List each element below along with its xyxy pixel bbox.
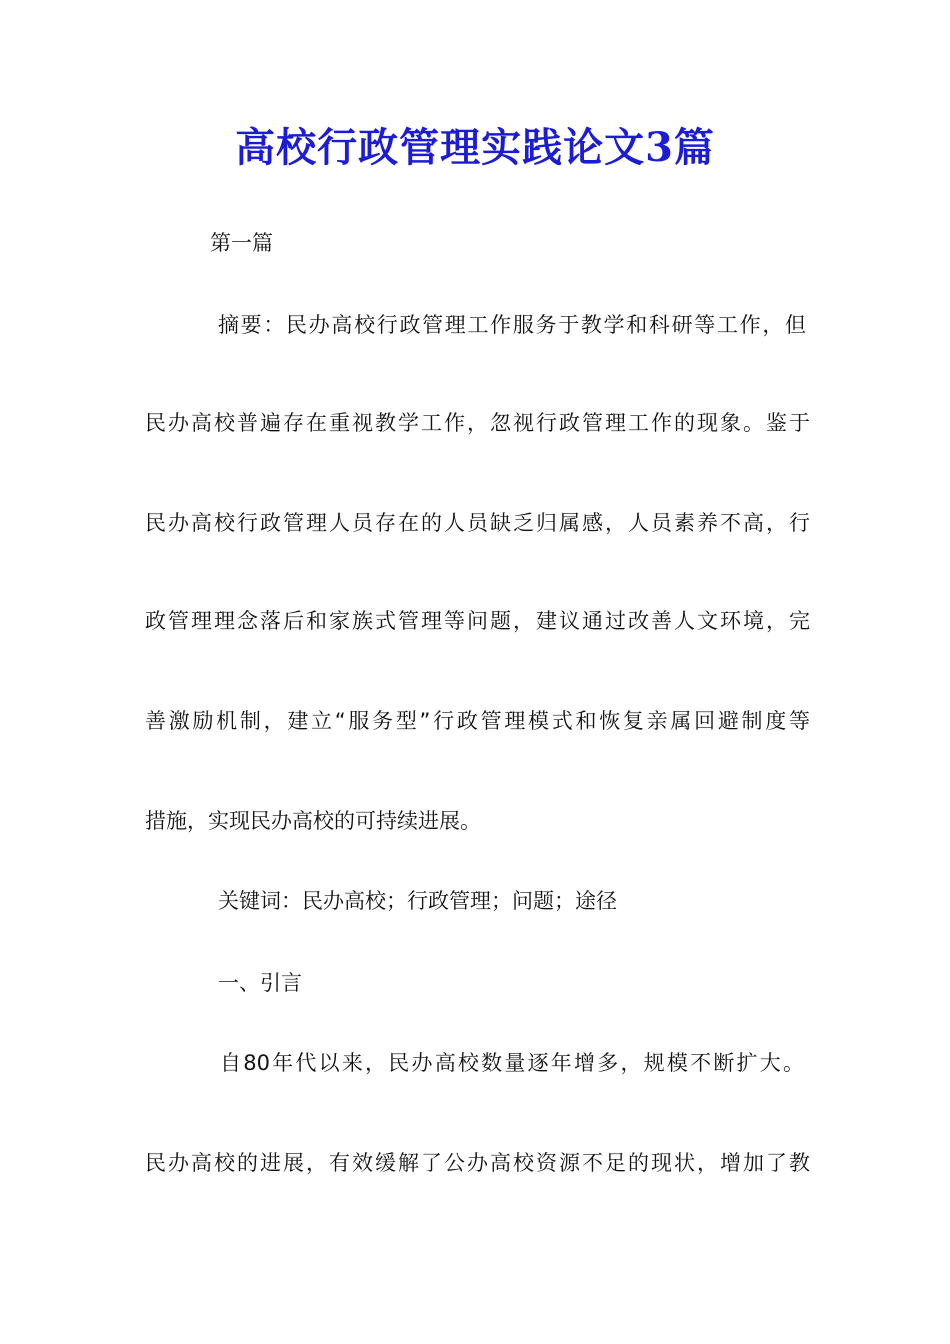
abstract-line-6: 措施，实现民办高校的可持续进展。 — [145, 809, 481, 833]
abstract-line-3: 民办高校行政管理人员存在的人员缺乏归属感，人员素养不高，行 — [145, 511, 810, 535]
abstract-line-4: 政管理理念落后和家族式管理等问题，建议通过改善人文环境，完 — [145, 609, 810, 633]
section-heading-intro: 一、引言 — [218, 971, 302, 995]
abstract-line-2: 民办高校普遍存在重视教学工作，忽视行政管理工作的现象。鉴于 — [145, 411, 810, 435]
document-title: 高校行政管理实践论文3篇 — [235, 124, 715, 171]
intro-line-2: 民办高校的进展，有效缓解了公办高校资源不足的现状，增加了教 — [145, 1151, 810, 1175]
keywords-line: 关键词：民办高校；行政管理；问题；途径 — [218, 889, 617, 913]
abstract-line-1: 摘要：民办高校行政管理工作服务于教学和科研等工作，但 — [218, 313, 806, 337]
abstract-line-5: 善激励机制，建立“服务型”行政管理模式和恢复亲属回避制度等 — [145, 709, 810, 733]
intro-line-1: 自80年代以来，民办高校数量逐年增多，规模不断扩大。 — [220, 1051, 804, 1075]
section-label: 第一篇 — [210, 231, 273, 255]
